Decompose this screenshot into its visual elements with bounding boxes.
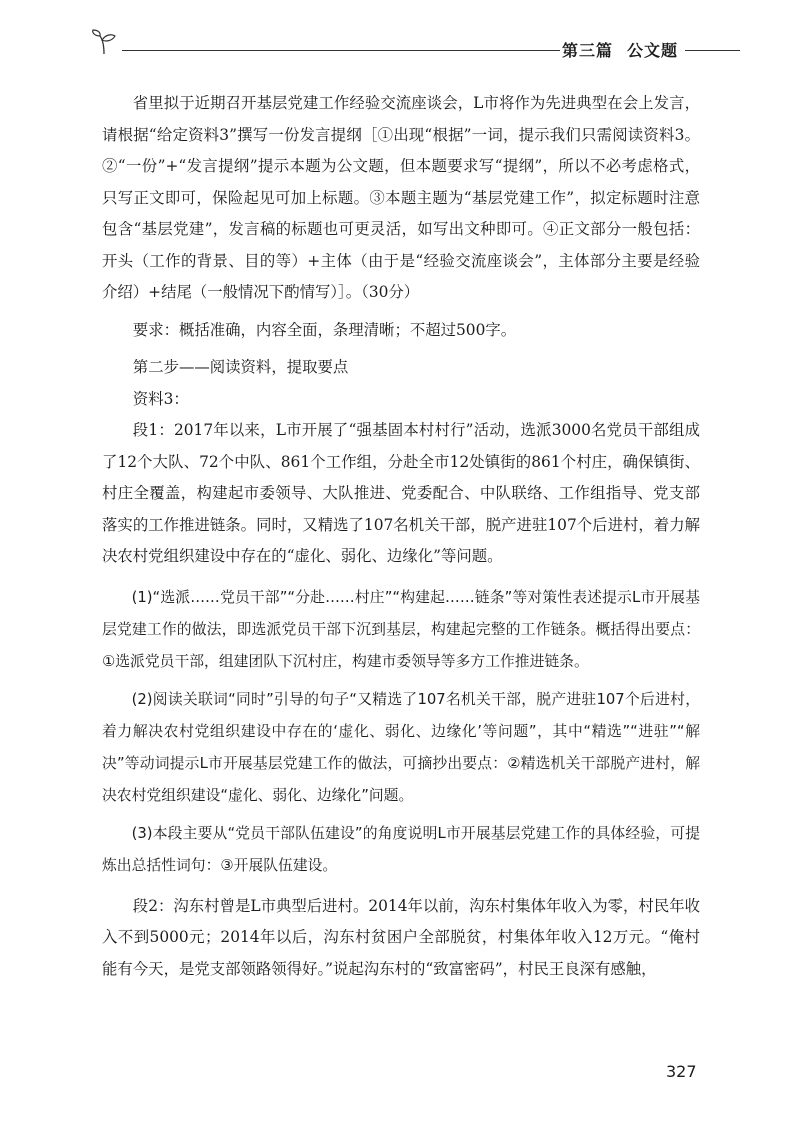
material-segment-2: 段2：沟东村曾是L市典型后进村。2014年以前，沟东村集体年收入为零，村民年收入不到5000元；2014年以后，沟东村贫困户全部脱贫，村集体年收入12万元。“俺村能有今天，是党支部领路领得好。”说起沟东村的“致富密码”，村民王良深有感触， bbox=[102, 896, 700, 978]
page-header bbox=[90, 28, 740, 58]
part-label: 第三篇 bbox=[561, 41, 613, 60]
header-rule-right bbox=[685, 50, 740, 51]
analysis-item-3: (3)本段主要从“党员干部队伍建设”的角度说明L市开展基层党建工作的具体经验，可提炼出总括性词句：③开展队伍建设。 bbox=[102, 824, 700, 874]
sprout-icon bbox=[90, 28, 118, 56]
material-label: 资料3： bbox=[132, 389, 189, 408]
section-title bbox=[562, 38, 678, 61]
analysis-item-2: (2)阅读关联词“同时”引导的句子“又精选了107名机关干部，脱产进驻107个后进村，着力解决农村党组织建设中存在的‘虚化、弱化、边缘化’等问题”，其中“精选”“进驻”“解决”等动词提示L市开展基层党建工作的做法，可摘抄出要点：②精选机关干部脱产进村，解决农村党组织建设“虚化、弱化、边缘化”问题。 bbox=[102, 690, 700, 804]
page-body bbox=[102, 88, 700, 985]
material-segment-1: 段1：2017年以来，L市开展了“强基固本村村行”活动，选派3000名党员干部组成了12个大队、72个中队、861个工作组，分赴全市12处镇街的861个村庄，确保镇街、村庄全覆盖，构建起市委领导、大队推进、党委配合、中队联络、工作组指导、党支部落实的工作推进链条。同时，又精选了107名机关干部，脱产进驻107个后进村，着力解决农村党组织建设中存在的“虚化、弱化、边缘化”等问题。 bbox=[102, 421, 700, 565]
question-paragraph: 省里拟于近期召开基层党建工作经验交流座谈会，L市将作为先进典型在会上发言，请根据“给定资料3”撰写一份发言提纲［①出现“根据”一词，提示我们只需阅读资料3。②“一份”+“发言提纲”提示本题为公文题，但本题要求写“提纲”，所以不必考虑格式，只写正文即可，保险起见可加上标题。③本题主题为“基层党建工作”，拟定标题时注意包含“基层党建”，发言稿的标题也可更灵活，如写出文种即可。④正文部分一般包括：开头（工作的背景、目的等）+主体（由于是“经验交流座谈会”，主体部分主要是经验介绍）+结尾（一般情况下酌情写）］。（30分） bbox=[102, 94, 700, 301]
header-rule bbox=[122, 50, 560, 51]
step-heading: 第二步——阅读资料，提取要点 bbox=[132, 358, 349, 376]
page-number: 327 bbox=[666, 1062, 697, 1081]
requirement-text: 要求：概括准确，内容全面，条理清晰；不超过500字。 bbox=[132, 320, 517, 339]
analysis-item-1: (1)“选派……党员干部”“分赴……村庄”“构建起……链条”等对策性表述提示L市开展基层党建工作的做法，即选派党员干部下沉到基层，构建起完整的工作链条。概括得出要点：①选派党员干部，组建团队下沉村庄，构建市委领导等多方工作推进链条。 bbox=[102, 588, 700, 670]
part-title: 公文题 bbox=[626, 41, 678, 60]
